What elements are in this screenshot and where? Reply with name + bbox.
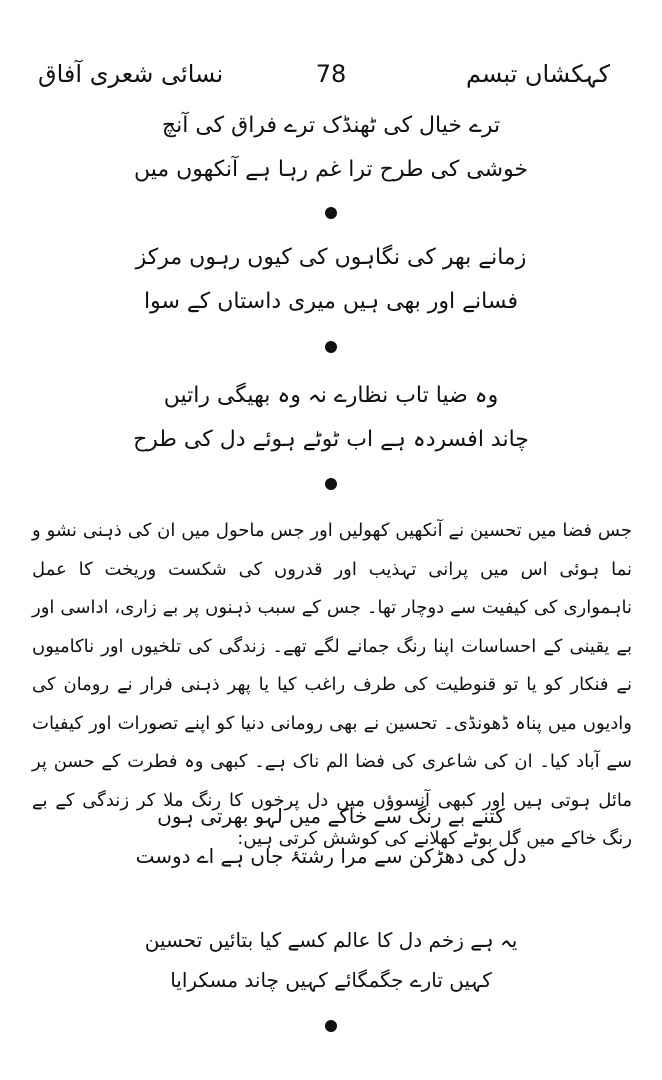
quoted-couplet-2	[0, 920, 662, 1000]
separator-dot-icon	[325, 341, 337, 353]
verse-line: یہ ہے زخم دل کا عالم کسے کیا بتائیں تحسین	[144, 928, 518, 952]
verse-line: چاند افسردہ ہے اب ٹوٹے ہوئے دل کی طرح	[133, 427, 529, 452]
verse-line: کتنے بے رنگ سے خاکے میں لہو بھرتی ہوں	[157, 804, 505, 828]
verse-line: فسانے اور بھی ہیں میری داستاں کے سوا	[144, 289, 518, 314]
page-header	[0, 54, 662, 94]
page-number: 78	[315, 60, 347, 88]
separator-dot-icon	[325, 1020, 337, 1032]
couplet-3	[0, 374, 662, 462]
quoted-couplet-1	[0, 796, 662, 876]
verse-line: کہیں تارے جگمگائے کہیں چاند مسکرایا	[170, 968, 492, 992]
separator-dot-icon	[325, 478, 337, 490]
verse-line: وہ ضیا تاب نظارے نہ وہ بھیگی راتیں	[163, 383, 499, 408]
book-subtitle: نسائی شعری آفاق	[38, 60, 224, 88]
separator-dot-icon	[325, 207, 337, 219]
verse-line: دل کی دھڑکن سے مرا رشتۂ جاں ہے اے دوست	[135, 844, 527, 868]
book-title: کہکشاں تبسم	[465, 60, 610, 88]
verse-line: ترے خیال کی ٹھنڈک ترے فراق کی آنچ	[161, 113, 501, 138]
paragraph-text: جس فضا میں تحسین نے آنکھیں کھولیں اور جس ماحول میں ان کی ذہنی نشو و نما ہوئی اس میں پرانی تہذیب اور قدروں کی شکست وریخت کا عمل ناہمواری کی کیفیت سے دوچار تھا۔ جس کے سبب ذہنوں پر بے زاری، اداسی اور بے یقینی کے احساسات اپنا رنگ جمانے لگے تھے۔ زندگی کی تلخیوں اور ناکامیوں نے فنکار کو یا تو قنوطیت کی طرف راغب کیا یا پھر ذہنی فرار نے رومان کی وادیوں میں پناہ ڈھونڈی۔ تحسین نے بھی رومانی دنیا کو اپنے تصورات اور کیفیات سے آباد کیا۔ ان کی شاعری کی فضا الم ناک ہے۔ کبھی وہ فطرت کے حسن پر مائل ہوتی ہیں اور کبھی آنسوؤں میں دل پرخوں کا رنگ ملا کر زندگی کے بے رنگ خاکے میں گل بوٹے کھلانے کی کوشش کرتی ہیں:	[32, 520, 632, 849]
verse-line: خوشی کی طرح ترا غم رہا ہے آنکھوں میں	[133, 157, 529, 182]
couplet-2	[0, 236, 662, 324]
couplet-1	[0, 104, 662, 192]
verse-line: زمانے بھر کی نگاہوں کی کیوں رہوں مرکز	[135, 245, 527, 270]
